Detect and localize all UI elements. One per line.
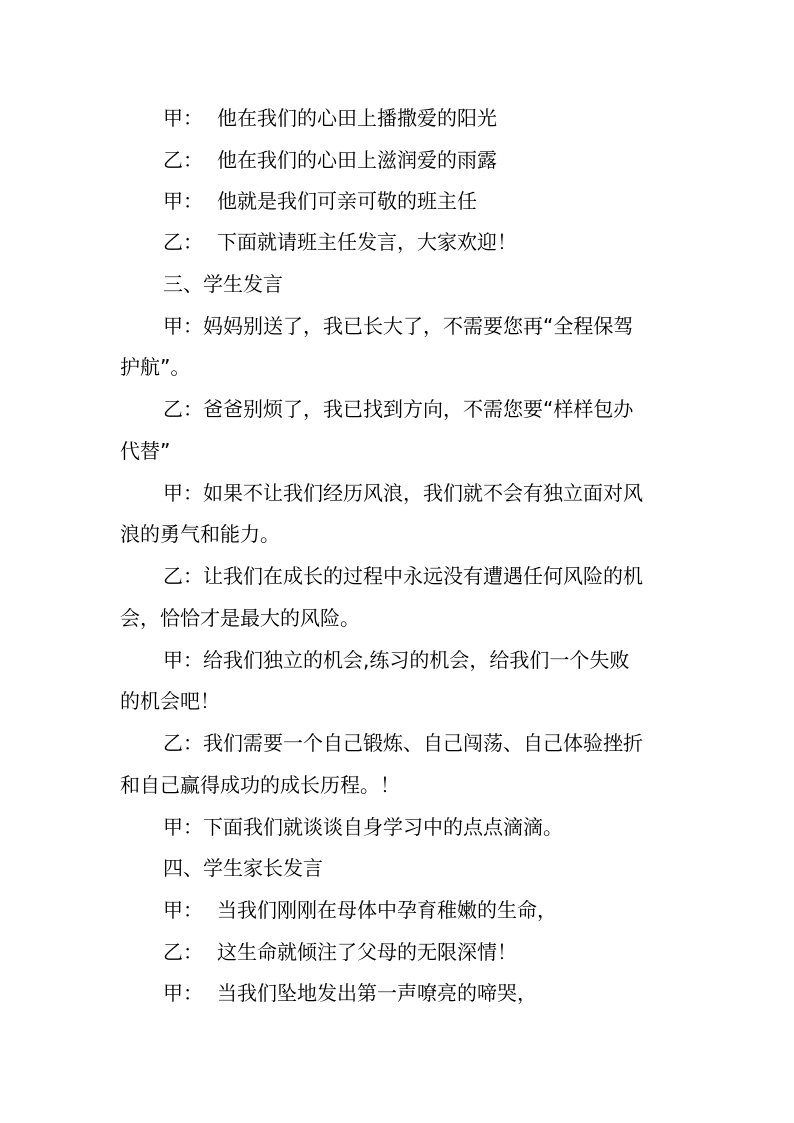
- paragraph-line: 代替”: [120, 439, 171, 463]
- paragraph-line: 乙：让我们在成长的过程中永远没有遭遇任何风险的机: [163, 564, 643, 588]
- paragraph-line: 甲：给我们独立的机会,练习的机会，给我们一个失败: [163, 648, 630, 672]
- line-text: 下面就请班主任发言，大家欢迎！: [217, 230, 517, 254]
- paragraph-line: 和自己赢得成功的成长历程。！: [120, 773, 400, 797]
- paragraph-line: 甲：妈妈别送了，我已长大了，不需要您再“全程保驾: [163, 314, 634, 338]
- speaker-label: 甲：: [163, 106, 203, 130]
- speaker-label: 甲：: [163, 981, 203, 1005]
- line-text: 这生命就倾注了父母的无限深情！: [217, 940, 517, 964]
- speaker-label: 乙：: [163, 148, 203, 172]
- line-text: 当我们坠地发出第一声嘹亮的啼哭，: [217, 981, 537, 1005]
- paragraph-line: 甲：下面我们就谈谈自身学习中的点点滴滴。: [163, 815, 563, 839]
- speaker-label: 甲：: [163, 898, 203, 922]
- dialogue-line: [163, 981, 537, 1005]
- paragraph-line: 会，恰恰才是最大的风险。: [120, 606, 360, 630]
- dialogue-line: [163, 940, 517, 964]
- speaker-label: 乙：: [163, 940, 203, 964]
- section-heading: 三、学生发言: [163, 272, 283, 296]
- paragraph-line: 护航”。: [120, 355, 191, 379]
- paragraph-line: 甲：如果不让我们经历风浪，我们就不会有独立面对风: [163, 481, 643, 505]
- dialogue-line: [163, 106, 497, 130]
- line-text: 他就是我们可亲可敬的班主任: [217, 189, 477, 213]
- paragraph-line: 的机会吧！: [120, 689, 220, 713]
- line-text: 他在我们的心田上滋润爱的雨露: [217, 148, 497, 172]
- dialogue-line: [163, 230, 517, 254]
- line-text: 他在我们的心田上播撒爱的阳光: [217, 106, 497, 130]
- line-text: 当我们刚刚在母体中孕育稚嫩的生命，: [217, 898, 557, 922]
- dialogue-line: [163, 898, 557, 922]
- dialogue-line: [163, 189, 477, 213]
- section-heading: 四、学生家长发言: [163, 856, 323, 880]
- speaker-label: 甲：: [163, 189, 203, 213]
- paragraph-line: 乙：爸爸别烦了，我已找到方向，不需您要“样样包办: [163, 397, 634, 421]
- paragraph-line: 浪的勇气和能力。: [120, 522, 280, 546]
- speaker-label: 乙：: [163, 230, 203, 254]
- paragraph-line: 乙：我们需要一个自己锻炼、自己闯荡、自己体验挫折: [163, 731, 643, 755]
- dialogue-line: [163, 148, 497, 172]
